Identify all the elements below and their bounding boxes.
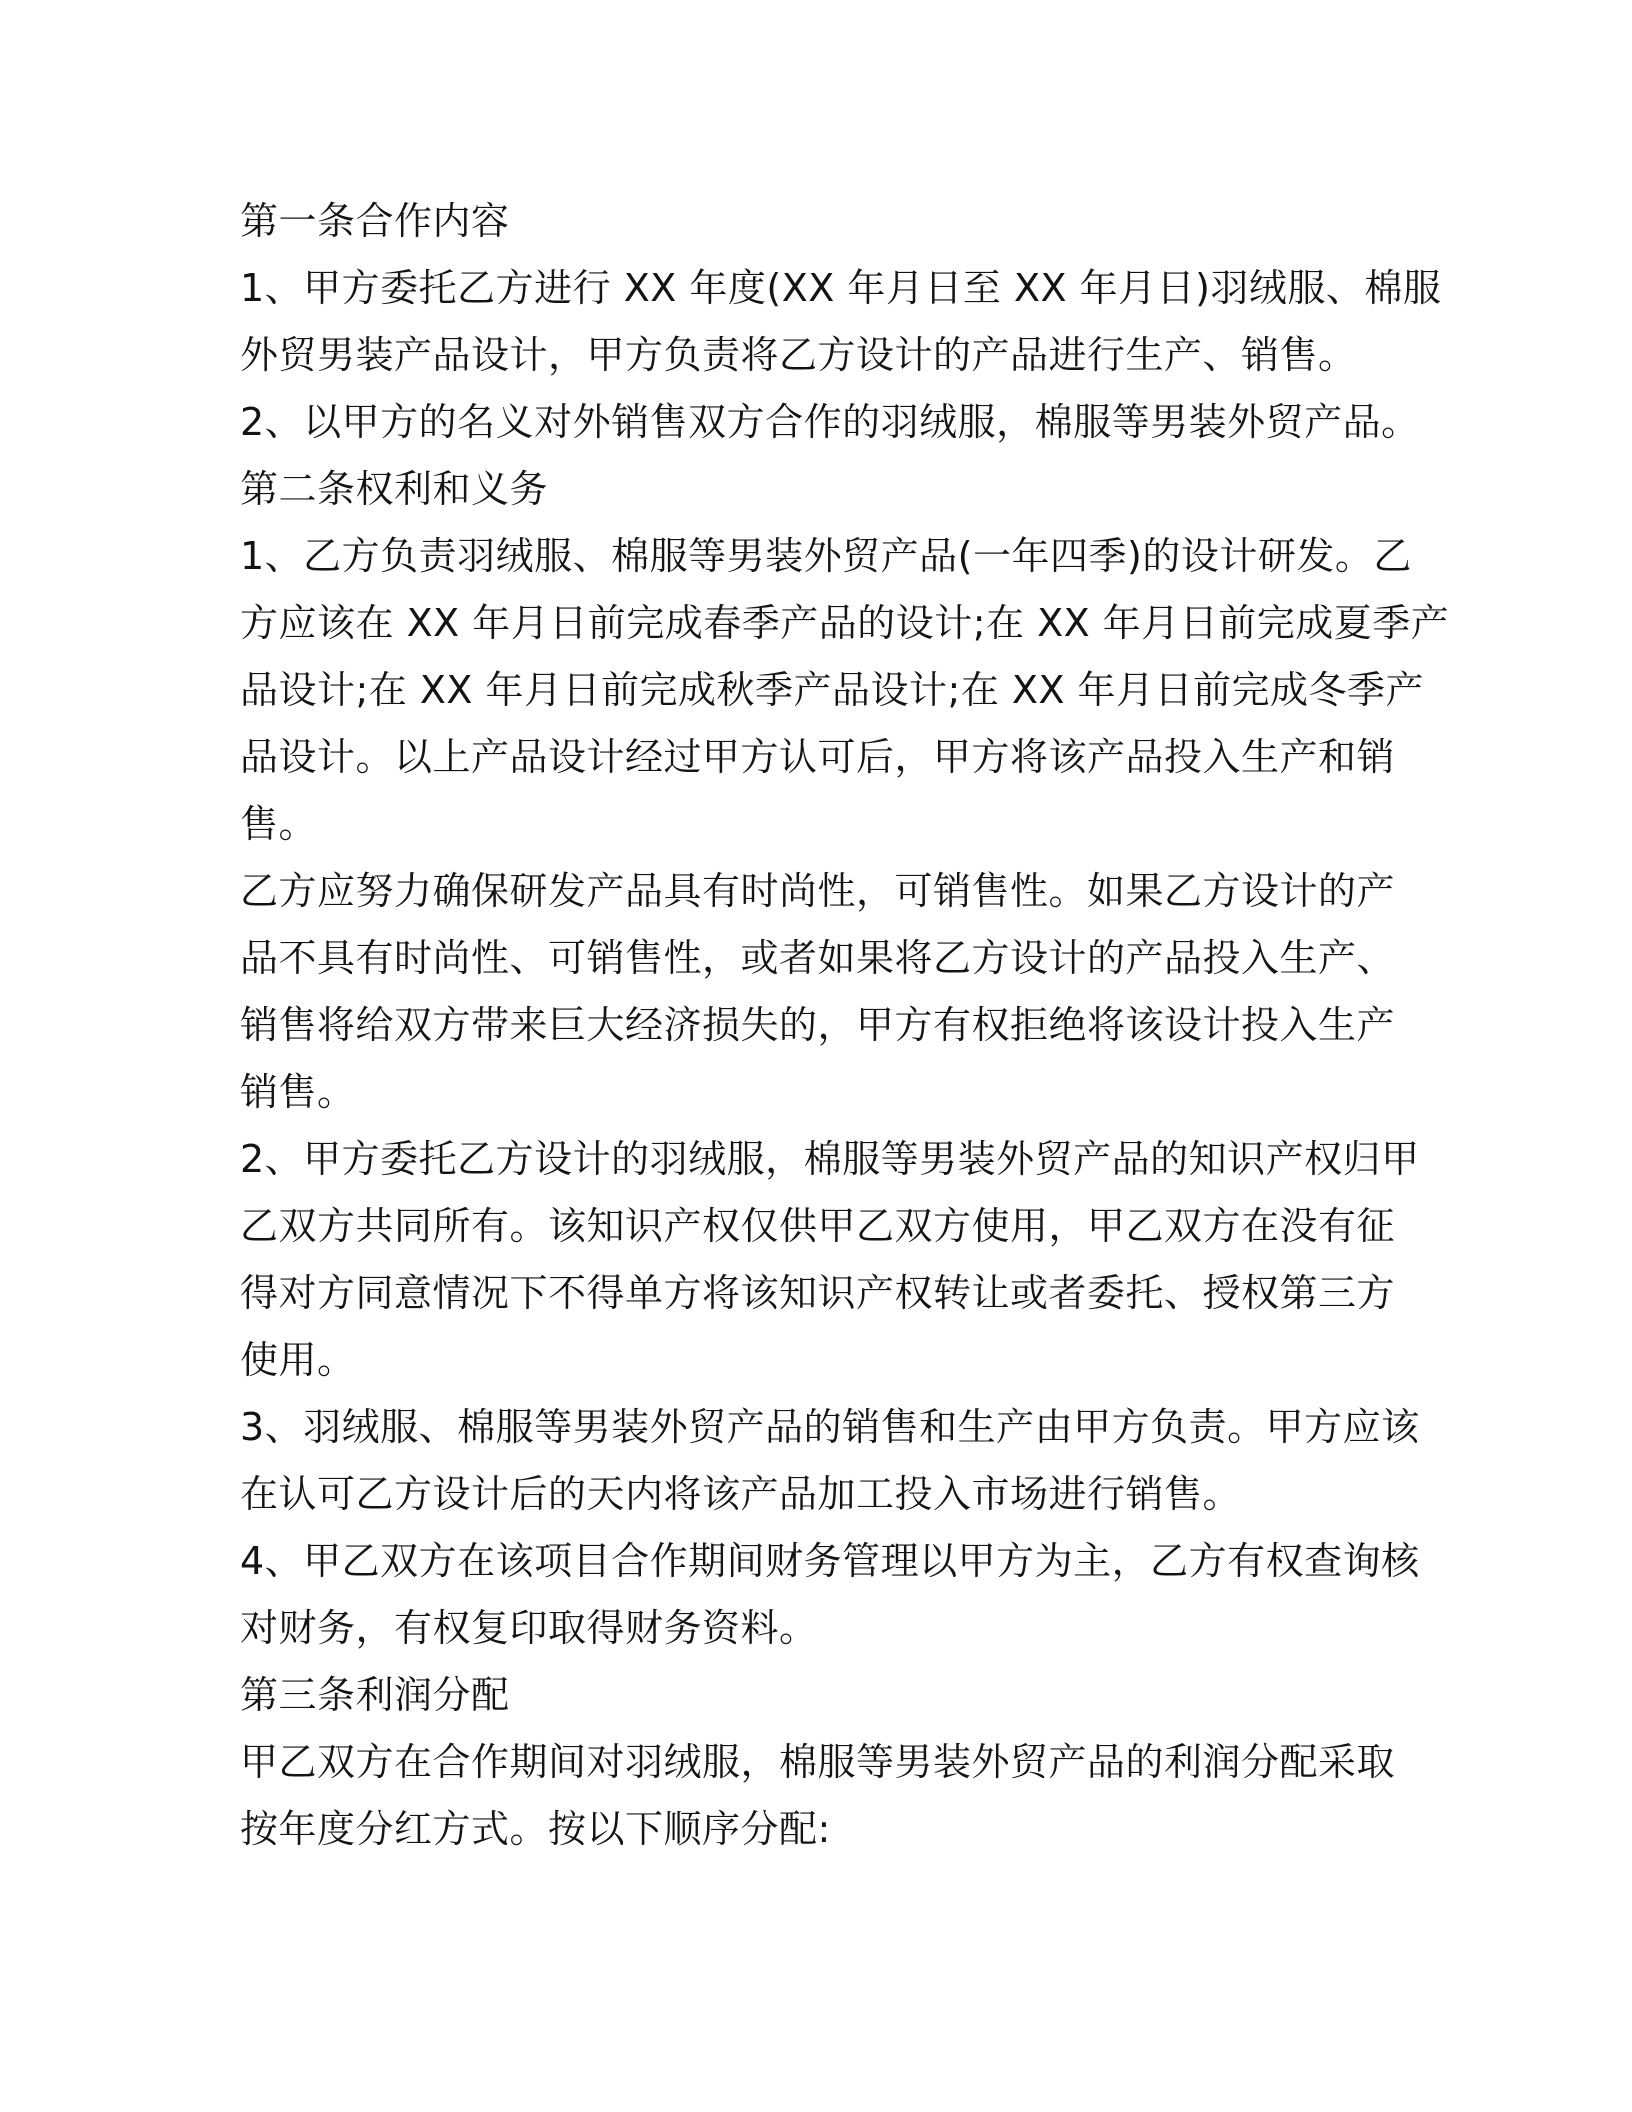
text-line: 2、以甲方的名义对外销售双方合作的羽绒服，棉服等男装外贸产品。 [240,400,1420,444]
text-line: 1、甲方委托乙方进行 XX 年度(XX 年月日至 XX 年月日)羽绒服、棉服 [240,266,1442,310]
text-line: 得对方同意情况下不得单方将该知识产权转让或者委托、授权第三方 [240,1271,1396,1315]
text-line: 3、羽绒服、棉服等男装外贸产品的销售和生产由甲方负责。甲方应该 [240,1405,1420,1449]
section-heading-3: 第三条利润分配 [240,1673,510,1717]
text-line: 乙方应努力确保研发产品具有时尚性，可销售性。如果乙方设计的产 [240,869,1396,913]
text-line: 2、甲方委托乙方设计的羽绒服，棉服等男装外贸产品的知识产权归甲 [240,1137,1420,1181]
text-line: 甲乙双方在合作期间对羽绒服，棉服等男装外贸产品的利润分配采取 [240,1740,1396,1784]
text-line: 销售将给双方带来巨大经济损失的，甲方有权拒绝将该设计投入生产 [240,1003,1396,1047]
text-line: 品设计;在 XX 年月日前完成秋季产品设计;在 XX 年月日前完成冬季产 [240,668,1425,712]
text-line: 方应该在 XX 年月日前完成春季产品的设计;在 XX 年月日前完成夏季产 [240,601,1450,645]
text-line: 使用。 [240,1338,356,1382]
text-line: 乙双方共同所有。该知识产权仅供甲乙双方使用，甲乙双方在没有征 [240,1204,1396,1248]
text-line: 品不具有时尚性、可销售性，或者如果将乙方设计的产品投入生产、 [240,936,1396,980]
text-line: 1、乙方负责羽绒服、棉服等男装外贸产品(一年四季)的设计研发。乙 [240,534,1412,578]
text-line: 销售。 [240,1070,356,1114]
text-line: 对财务，有权复印取得财务资料。 [240,1606,818,1650]
text-line: 外贸男装产品设计，甲方负责将乙方设计的产品进行生产、销售。 [240,333,1357,377]
section-heading-2: 第二条权利和义务 [240,467,549,511]
text-line: 售。 [240,802,318,846]
text-line: 在认可乙方设计后的天内将该产品加工投入市场进行销售。 [240,1472,1242,1516]
document-body [240,188,1450,1863]
section-heading-1: 第一条合作内容 [240,199,510,243]
text-line: 品设计。以上产品设计经过甲方认可后，甲方将该产品投入生产和销 [240,735,1396,779]
text-line: 4、甲乙双方在该项目合作期间财务管理以甲方为主，乙方有权查询核 [240,1539,1420,1583]
text-line: 按年度分红方式。按以下顺序分配: [240,1807,831,1851]
